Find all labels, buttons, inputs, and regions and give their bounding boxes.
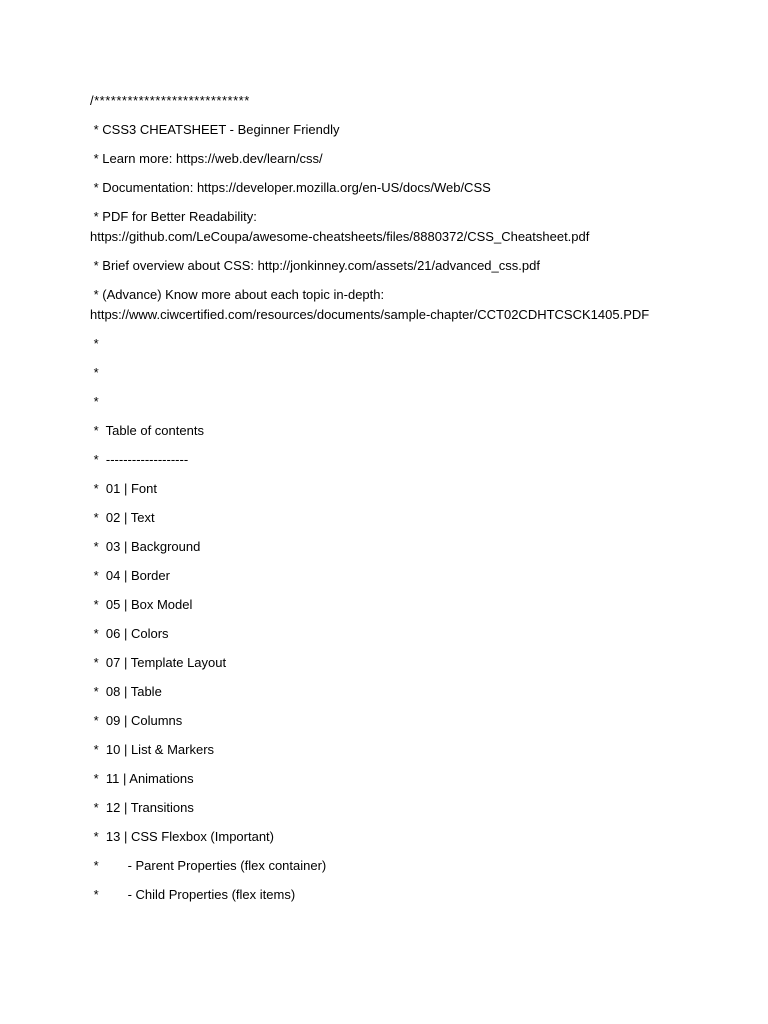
toc-heading: * Table of contents [90, 423, 204, 438]
toc-item: * 01 | Font [90, 481, 157, 496]
toc-item: * 09 | Columns [90, 713, 183, 728]
toc-item: * 13 | CSS Flexbox (Important) [90, 829, 274, 844]
document-body [90, 91, 730, 914]
intro-advance [90, 285, 730, 325]
intro-advance-url: https://www.ciwcertified.com/resources/documents/sample-chapter/CCT02CDHTCSCK1405.PDF [90, 307, 650, 322]
intro-learn-more: * Learn more: https://web.dev/learn/css/ [90, 151, 323, 166]
toc-subitem: * - Child Properties (flex items) [90, 887, 296, 902]
toc-item: * 06 | Colors [90, 626, 169, 641]
toc-item: * 11 | Animations [90, 771, 194, 786]
comment-open: /**************************** [90, 93, 250, 108]
intro-overview: * Brief overview about CSS: http://jonkinney.com/assets/21/advanced_css.pdf [90, 258, 540, 273]
blank-star-line: * [90, 365, 99, 380]
toc-subitem: * - Parent Properties (flex container) [90, 858, 327, 873]
toc-item: * 02 | Text [90, 510, 155, 525]
intro-title: * CSS3 CHEATSHEET - Beginner Friendly [90, 122, 340, 137]
intro-pdf-url: https://github.com/LeCoupa/awesome-cheatsheets/files/8880372/CSS_Cheatsheet.pdf [90, 229, 590, 244]
toc-item: * 07 | Template Layout [90, 655, 227, 670]
toc-divider: * ------------------- [90, 452, 189, 467]
toc-item: * 10 | List & Markers [90, 742, 215, 757]
toc-item: * 08 | Table [90, 684, 162, 699]
blank-star-line: * [90, 394, 99, 409]
blank-star-line: * [90, 336, 99, 351]
intro-advance-label: * (Advance) Know more about each topic in-depth: [90, 287, 385, 302]
intro-documentation: * Documentation: https://developer.mozilla.org/en-US/docs/Web/CSS [90, 180, 491, 195]
intro-pdf [90, 207, 730, 247]
toc-item: * 05 | Box Model [90, 597, 193, 612]
toc-item: * 03 | Background [90, 539, 201, 554]
toc-item: * 12 | Transitions [90, 800, 194, 815]
intro-pdf-label: * PDF for Better Readability: [90, 209, 257, 224]
toc-item: * 04 | Border [90, 568, 170, 583]
